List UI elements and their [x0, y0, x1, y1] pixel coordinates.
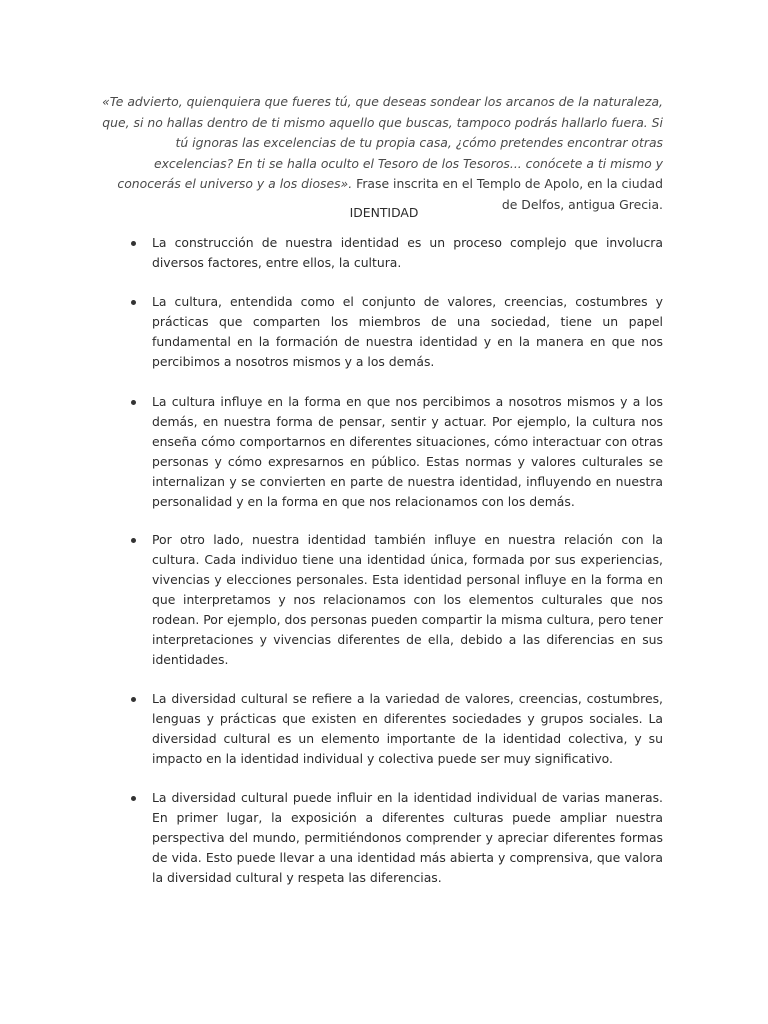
- bullet-item: [152, 788, 663, 888]
- section-heading: IDENTIDAD: [349, 205, 419, 220]
- bullet-item: [152, 689, 663, 769]
- bullet-item: [152, 233, 663, 273]
- epigraph: [100, 92, 663, 215]
- bullet-icon: [131, 241, 136, 246]
- bullet-text: La diversidad cultural puede influir en la identidad individual de varias maneras. En primer lugar, la exposición a diferentes culturas puede ampliar nuestra perspectiva del mundo, permitiéndonos comprender y apreciar diferentes formas de vida. Esto puede llevar a una identidad más abierta y comprensiva, que valora la diversidad cultural y respeta las diferencias.: [152, 790, 663, 885]
- bullet-text: La construcción de nuestra identidad es un proceso complejo que involucra diversos factores, entre ellos, la cultura.: [152, 235, 663, 270]
- bullet-icon: [131, 538, 136, 543]
- bullet-icon: [131, 400, 136, 405]
- bullet-icon: [131, 300, 136, 305]
- bullet-item: [152, 292, 663, 372]
- epigraph-quote: «Te advierto, quienquiera que fueres tú, que deseas sondear los arcanos de la naturaleza, que, si no hallas dentro de ti mismo aquello que buscas, tampoco podrás hallarlo fuera. Si tú ignoras las excelencias de tu propia casa, ¿cómo pretendes encontrar otras excelencias? En ti se halla oculto el Tesoro de los Tesoros... conócete a ti mismo y conocerás el universo y a los dioses».: [102, 94, 663, 191]
- bullet-text: La cultura, entendida como el conjunto de valores, creencias, costumbres y prácticas que comparten los miembros de una sociedad, tiene un papel fundamental en la formación de nuestra identidad y en la manera en que nos percibimos a nosotros mismos y a los demás.: [152, 294, 663, 369]
- bullet-icon: [131, 796, 136, 801]
- epigraph-attribution: Frase inscrita en el Templo de Apolo, en la ciudad de Delfos, antigua Grecia.: [352, 176, 663, 212]
- bullet-text: Por otro lado, nuestra identidad también influye en nuestra relación con la cultura. Cada individuo tiene una identidad única, formada por sus experiencias, vivencias y elecciones personales. Esta identidad personal influye en la forma en que interpretamos y nos relacionamos con los elementos culturales que nos rodean. Por ejemplo, dos personas pueden compartir la misma cultura, pero tener interpretaciones y vivencias diferentes de ella, debido a las diferencias en sus identidades.: [152, 532, 663, 667]
- bullet-text: La diversidad cultural se refiere a la variedad de valores, creencias, costumbres, lenguas y prácticas que existen en diferentes sociedades y grupos sociales. La diversidad cultural es un elemento importante de la identidad colectiva, y su impacto en la identidad individual y colectiva puede ser muy significativo.: [152, 691, 663, 766]
- bullet-icon: [131, 697, 136, 702]
- bullet-item: [152, 530, 663, 670]
- bullet-text: La cultura influye en la forma en que nos percibimos a nosotros mismos y a los demás, en nuestra forma de pensar, sentir y actuar. Por ejemplo, la cultura nos enseña cómo comportarnos en diferentes situaciones, cómo interactuar con otras personas y cómo expresarnos en público. Estas normas y valores culturales se internalizan y se convierten en parte de nuestra identidad, influyendo en nuestra personalidad y en la forma en que nos relacionamos con los demás.: [152, 394, 663, 509]
- bullet-item: [152, 392, 663, 512]
